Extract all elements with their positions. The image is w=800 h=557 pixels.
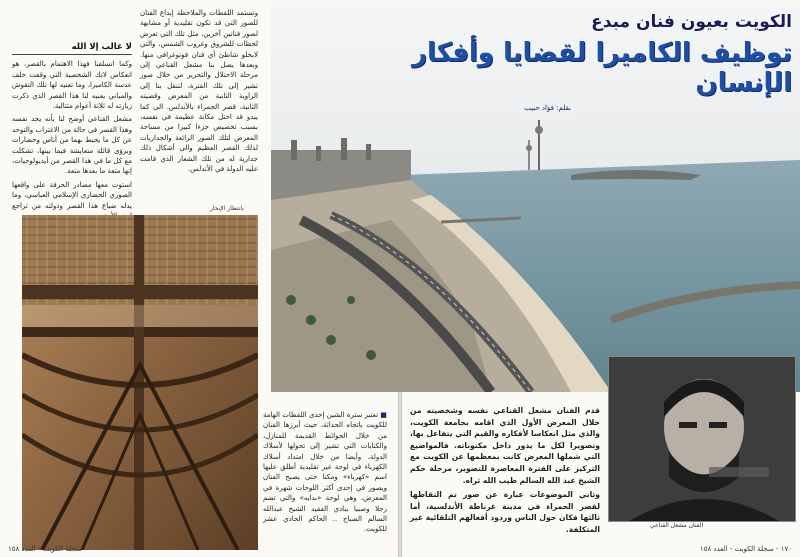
artist-portrait: [608, 356, 796, 522]
left-page-footer: سجلة الكويت - العدد ١٥٨: [8, 545, 82, 553]
bullet-icon: ■: [377, 411, 388, 419]
photo-caption-waiting: بانتظار الإبحار: [210, 205, 244, 212]
article-body: [410, 405, 600, 539]
paragraph: وتستمد اللقطات والملاحظة إبداع الفنان للصور التي قد تكون تقليدية أو مشابهة لصور فنانين آخرين، مثل تلك التي تعرض لحظات للشروق وغروب الشمس، والتي لايخلو شاطئ أي فنان فوتوغرافي منها. وبعدها يصل بنا مشعل القناعي إلى مرحلة الاحتلال والتحرير من خلال صور تشير إلى تلك الفترة، لتنقل بنا إلى الزاوية الثانية من المعرض وقضيته الثانية، قصر الحمراء بالأندلس. الى كما يبدو قد احتل مكانة عظيمة في نفسه، بسبب تخصيص جزءا كبيرا من مساحة المعرض لتلك الصور الرائعة والجداريات لذلك القصر العظيم والى أشكال ذلك جدارية له من تلك الشعار الذي قامت عليه الدولة في الأندلس.: [140, 9, 258, 174]
left-column: [12, 42, 132, 225]
paragraph-text: تعتبر سترة الشين إحدى اللقطات الهامة للكويت باتجاه الحداثة، حيث أبرزها الفنان من خلال الحوائط القديمة للمنازل، والكتابات التي تشير إلى تحولها لأسلاك الدولة، وأيضا من خلال امتداد أسلاك الكهرباء في لوحة غير تقليدية أطلق عليها اسم «كهرباء» ومكنا حتى يصبح الفنان ويصور في إحدى أكثر اللوحات شهرة في المعرض، وهي لوحة «بدايه» والتي تضم رجلا وصبيا ينادي الفقيد الشيخ عبدالله السالم الصباح .. الحاكم الحادي عشر للكويت.: [263, 411, 387, 534]
paragraph: وثاني الموضوعات عبارة عن صور تم التقاطها لقصر الحمراء في مدينة غرناطة الأندلسية، أما ثالثها فكان حول الناس وردود أفعالهم التلقائية غير المتكلفة.: [410, 490, 600, 534]
portrait-caption: الفنان مشعل القناعي: [650, 522, 704, 529]
paragraph: قدم الفنان مشعل القناعي نفسه وشخصيته من خلال المعرض الأول الذي اقامه بجامعة الكويت، والذي مثل انعكاسا لأفكاره والقيم التي يتفاعل بها، وتصويرا لكل ما يدور داخل مكنوناته. فالمواضيع التي شملها المعرض كانت بمعظمها عن الكويت مع التركيز على الفترة المعاصرة للتصوير، مرحلة حكم الشيخ عبد الله السالم طيب الله ثراه.: [410, 406, 600, 485]
paragraph: استوت معها مصادر الحرفة على واقعها الصوري الحضاري الإسلامي العباسي، وما يدله ضياع هذا القصر ودولته من تراجع: [12, 180, 132, 210]
paragraph: [263, 410, 387, 535]
article-title-block: [400, 12, 792, 98]
article-kicker: الكويت بعيون فنان مبدع: [591, 12, 792, 32]
article-title: توظيف الكاميرا لقضايا وأفكار الإنسان: [412, 38, 792, 98]
bottom-column: [263, 410, 387, 538]
paragraph: مشعل القناعي أوضح لنا بأنه يجد نفسه وهذا القصر في حالة من الاغتراب والتوحد عن كل ما يحيط بهما من أناس وحضارات وبرؤى قائلة متعايشة فيما بينها، تشكلت مع كل ما في هذا القصر من أيديولوجيات، إنها متعة ما بعدها متعة.: [12, 115, 132, 176]
paragraph: وكما انسلفنا فهذا الاهتمام بالقصر، هو انعكاس لاتك الشخصية التي وقفت خلف عدسة الكاميرا، وما تعنيه لها تلك النقوش والمباني يعنيه لنا هذا القصر الذي ذكرت زيارته له ثلاثة أعوام متتالية.: [12, 60, 132, 111]
column-heading: لا غالب إلا الله: [12, 42, 132, 55]
ship-hull-photo: [22, 215, 258, 550]
right-page-footer: ١٧٠ - سجلة الكويت - العدد ١٥٨: [699, 545, 792, 553]
middle-column: [140, 8, 258, 178]
article-byline: بقلم: فؤاد حبيب: [520, 103, 575, 113]
